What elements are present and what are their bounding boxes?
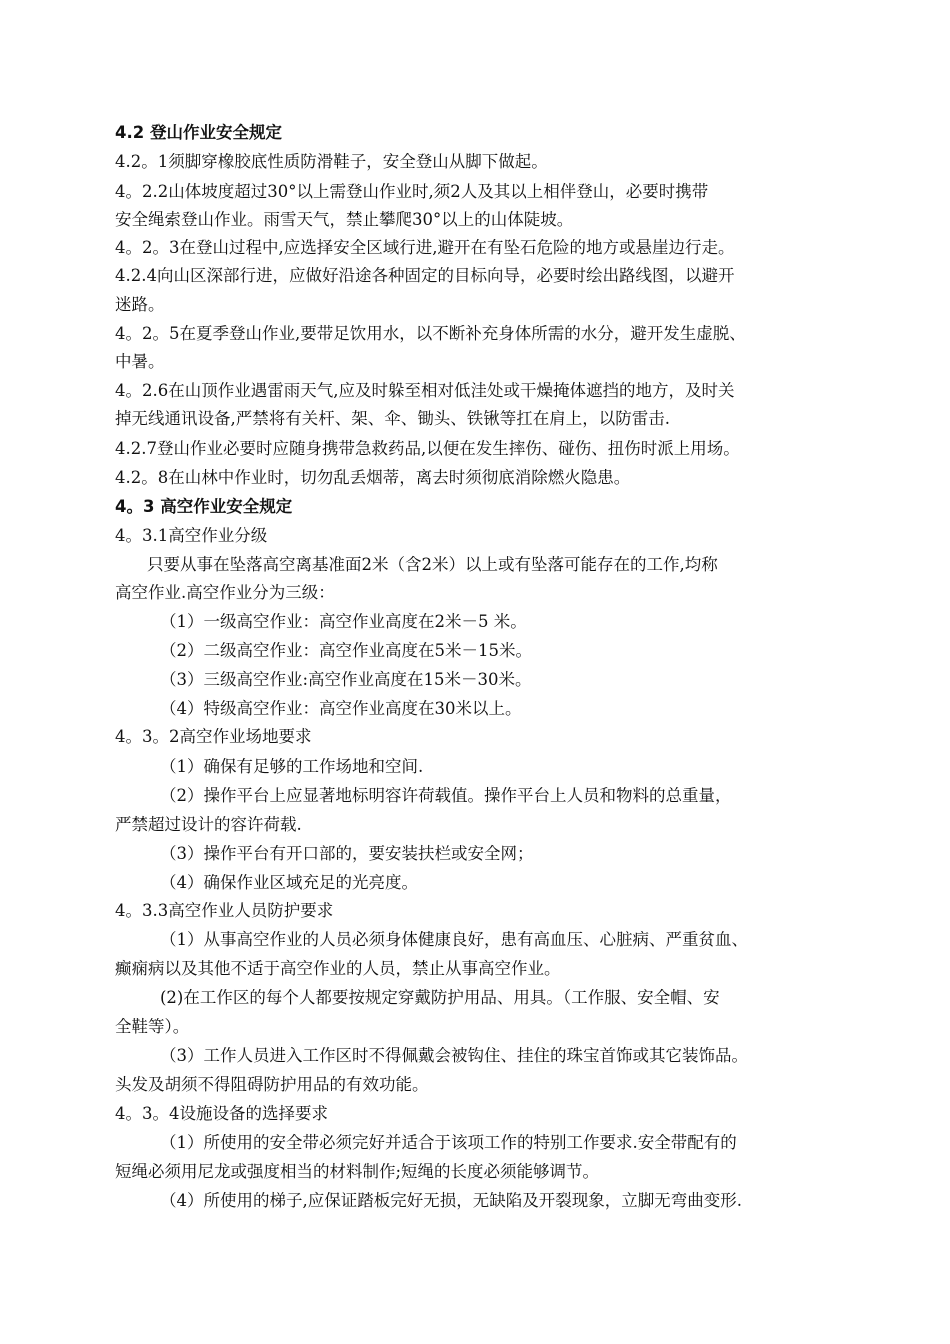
subsection-heading: 4。3。2高空作业场地要求	[115, 727, 312, 746]
list-item: （4）特级高空作业：高空作业高度在30米以上。	[160, 699, 522, 718]
text-line: 安全绳索登山作业。雨雪天气，禁止攀爬30°以上的山体陡坡。	[115, 210, 574, 229]
section-heading-4-2: 4.2 登山作业安全规定	[115, 123, 282, 142]
text-line: 短绳必须用尼龙或强度相当的材料制作;短绳的长度必须能够调节。	[115, 1162, 600, 1181]
list-item: （4）所使用的梯子,应保证踏板完好无损，无缺陷及开裂现象，立脚无弯曲变形.	[160, 1191, 742, 1210]
text-line: 掉无线通讯设备,严禁将有关杆、架、伞、锄头、铁锹等扛在肩上，以防雷击.	[115, 409, 670, 428]
subsection-heading: 4。3.3高空作业人员防护要求	[115, 901, 334, 920]
text-line: 4。2.2山体坡度超过30°以上需登山作业时,须2人及其以上相伴登山，必要时携带	[115, 182, 709, 201]
text-line: 只要从事在坠落高空离基准面2米（含2米）以上或有坠落可能存在的工作,均称	[147, 555, 718, 574]
list-item: （1）确保有足够的工作场地和空间.	[160, 757, 424, 776]
text-line: 迷路。	[115, 295, 165, 314]
list-item: （1）所使用的安全带必须完好并适合于该项工作的特别工作要求.安全带配有的	[160, 1133, 737, 1152]
text-line: 4.2。8在山林中作业时，切勿乱丢烟蒂，离去时须彻底消除燃火隐患。	[115, 468, 631, 487]
list-item: （3）三级高空作业:高空作业高度在15米－30米。	[160, 670, 532, 689]
text-line: 高空作业.高空作业分为三级：	[115, 583, 335, 602]
text-line: 4。2。3在登山过程中,应选择安全区域行进,避开在有坠石危险的地方或悬崖边行走。	[115, 238, 735, 257]
list-item: (2)在工作区的每个人都要按规定穿戴防护用品、用具。（工作服、安全帽、安	[160, 988, 720, 1007]
text-line: 全鞋等）。	[115, 1017, 190, 1036]
list-item: （3）操作平台有开口部的，要安装扶栏或安全网；	[160, 844, 534, 863]
text-line: 4.2.4向山区深部行进，应做好沿途各种固定的目标向导，必要时绘出路线图，以避开	[115, 266, 735, 285]
text-line: 头发及胡须不得阻碍防护用品的有效功能。	[115, 1075, 429, 1094]
list-item: （2）二级高空作业：高空作业高度在5米－15米。	[160, 641, 532, 660]
list-item: （2）操作平台上应显著地标明容许荷载值。操作平台上人员和物料的总重量，	[160, 786, 732, 805]
list-item: （1）从事高空作业的人员必须身体健康良好，患有高血压、心脏病、严重贫血、	[160, 930, 748, 949]
text-line: 严禁超过设计的容许荷载.	[115, 815, 302, 834]
section-heading-4-3: 4。3 高空作业安全规定	[115, 497, 293, 516]
text-line: 4。2。5在夏季登山作业,要带足饮用水，以不断补充身体所需的水分，避开发生虚脱、	[115, 324, 746, 343]
text-line: 癫痫病以及其他不适于高空作业的人员，禁止从事高空作业。	[115, 959, 561, 978]
list-item: （3）工作人员进入工作区时不得佩戴会被钩住、挂住的珠宝首饰或其它装饰品。	[160, 1046, 748, 1065]
list-item: （1）一级高空作业：高空作业高度在2米－5 米。	[160, 612, 527, 631]
text-line: 中暑。	[115, 352, 165, 371]
subsection-heading: 4。3.1高空作业分级	[115, 526, 268, 545]
text-line: 4.2.7登山作业必要时应随身携带急救药品,以便在发生摔伤、碰伤、扭伤时派上用场。	[115, 439, 740, 458]
text-line: 4。2.6在山顶作业遇雷雨天气,应及时躲至相对低洼处或干燥掩体遮挡的地方，及时关	[115, 381, 735, 400]
text-line: 4.2。1须脚穿橡胶底性质防滑鞋子，安全登山从脚下做起。	[115, 152, 548, 171]
subsection-heading: 4。3。4设施设备的选择要求	[115, 1104, 328, 1123]
list-item: （4）确保作业区域充足的光亮度。	[160, 873, 418, 892]
